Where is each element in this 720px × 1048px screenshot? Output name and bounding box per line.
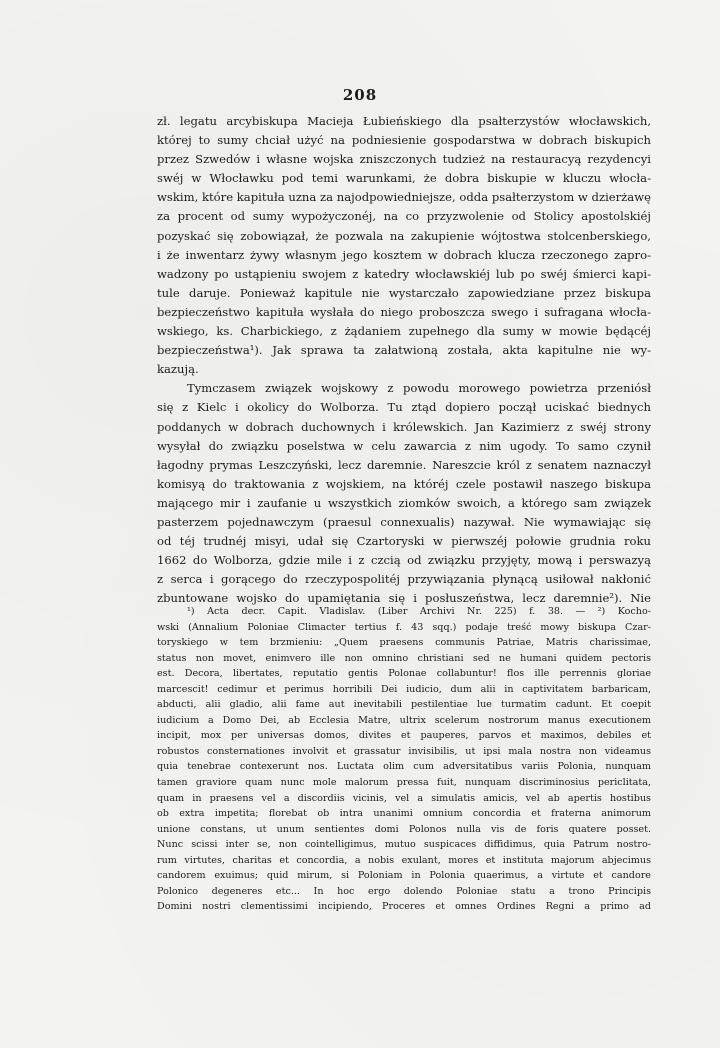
text-line: za procent od sumy wypożyczonéj, na co przyzwolenie od Stolicy apostolskiéj (157, 209, 651, 224)
text-line: wskim, które kapituła uzna za najodpowiedniejsze, odda psałterzystom w dzierżawę (157, 190, 651, 205)
text-line: wadzony po ustąpieniu swojem z katedry włocławskiéj lub po swéj śmierci kapi- (157, 266, 651, 281)
text-line: 1662 do Wolborza, gdzie mile i z czcią od związku przyjęty, mową i perswazyą (157, 553, 651, 568)
text-line: swéj w Włocławku pod temi warunkami, że dobra biskupie w kluczu włocła- (157, 171, 651, 186)
text-line: od téj trudnéj misyi, udał się Czartoryski w pierwszéj połowie grudnia roku (157, 534, 651, 549)
footnote-line: robustos consternationes involvit et grassatur invisibilis, ut ipsi mala nostra non videamus (157, 745, 651, 757)
text-line: poddanych w dobrach duchownych i królewskich. Jan Kazimierz z swéj strony (157, 419, 651, 434)
text-line: pasterzem pojednawczym (praesul connexualis) nazywał. Nie wymawiając się (157, 514, 651, 529)
footnote-line: status non movet, enimvero ille non omnino christiani sed ne humani quidem pectoris (157, 652, 651, 664)
text-line: przez Szwedów i własne wojska zniszczonych tudzież na restauracyą rezydencyi (157, 152, 651, 167)
text-line: zbuntowane wojsko do upamiętania się i posłuszeństwa, lecz daremnie²). Nie (157, 591, 651, 606)
footnote-line: toryskiego w tem brzmieniu: „Quem praesens communis Patriae, Matris charissimae, (157, 637, 651, 649)
footnote-line: ¹) Acta decr. Capit. Vladislav. (Liber Archivi Nr. 225) f. 38. — ²) Kocho- (187, 606, 651, 617)
footnote-line: marcescit! cedimur et perimus horribili Dei iudicio, dum alii in captivitatem barbaricam, (157, 683, 651, 695)
text-line: łagodny prymas Leszczyński, lecz daremnie. Nareszcie król z senatem naznaczył (157, 457, 651, 472)
body-text (157, 112, 651, 608)
text-line: komisyą do traktowania z wojskiem, na któréj czele postawił naszego biskupa (157, 476, 651, 491)
text-line: tule daruje. Ponieważ kapitule nie wystarczało zapowiedziane przez biskupa (157, 285, 651, 300)
footnote-line: incipit, mox per universas domos, divites et pauperes, parvos et maximos, debiles et (157, 730, 651, 742)
footnotes (157, 604, 651, 915)
text-line: wskiego, ks. Charbickiego, z żądaniem zupełnego dla sumy w mowie będącéj (157, 324, 651, 339)
text-line: i że inwentarz żywy własnym jego kosztem w dobrach klucza rzeczonego zapro- (157, 247, 651, 262)
footnote-line: Nunc scissi inter se, non cointelligimus, mutuo suspicaces diffidimus, quia Patrum nostro- (157, 839, 651, 851)
footnote-line: candorem exuimus; quid mirum, si Poloniam in Polonia quaerimus, a virtute et candore (157, 870, 651, 882)
page-number: 208 (342, 86, 378, 104)
footnote-line: ob extra impetita; florebat ob intra unanimi omnium concordia et fraterna animorum (157, 808, 651, 820)
text-line: której to sumy chciał użyć na podniesienie gospodarstwa w dobrach biskupich (157, 133, 651, 148)
footnote-line: tamen graviore quam nunc mole malorum pressa fuit, nunquam discriminosius periclitata, (157, 777, 651, 789)
footnote-line: wski (Annalium Poloniae Climacter tertius f. 43 sqq.) podaje treść mowy biskupa Czar- (157, 621, 651, 633)
footnote-line: Domini nostri clementissimi incipiendo, Proceres et omnes Ordines Regni a primo ad (157, 901, 651, 913)
footnote-line: rum virtutes, charitas et concordia, a nobis exulant, mores et instituta majorum abjecimus (157, 854, 651, 866)
footnote-line: abducti, alii gladio, alii fame aut inevitabili pestilentiae lue turmatim cadunt. Et coepit (157, 699, 651, 711)
text-line: z serca i gorącego do rzeczypospolitéj przywiązania płynącą usiłował nakłonić (157, 572, 651, 587)
text-line: pozyskać się zobowiązał, że pozwala na zakupienie wójtostwa stolcenberskiego, (157, 228, 651, 243)
text-line: mającego mir i zaufanie u wszystkich ziomków swoich, a którego sam związek (157, 495, 651, 510)
text-line: się z Kielc i okolicy do Wolborza. Tu ztąd dopiero począł uciskać biednych (157, 400, 651, 415)
text-line: bezpieczeństwa¹). Jak sprawa ta załatwioną została, akta kapitulne nie wy- (157, 343, 651, 358)
footnote-line: quam in praesens vel a discordiis vicinis, vel a simulatis amicis, vel ab apertis hostibus (157, 792, 651, 804)
footnote-line: quia tenebrae contexerunt nos. Luctata olim cum adversitatibus variis Polonia, nunquam (157, 761, 651, 773)
footnote-line: est. Decora, libertates, reputatio gentis Polonae collabuntur! flos ille perrennis gloriae (157, 668, 651, 680)
text-line: zł. legatu arcybiskupa Macieja Łubieńskiego dla psałterzystów włocławskich, (157, 114, 651, 128)
text-line: wysyłał do związku poselstwa w celu zawarcia z nim ugody. To samo czynił (157, 438, 651, 453)
footnote-line: Polonico degeneres etc... In hoc ergo dolendo Poloniae statu a trono Principis (157, 885, 651, 897)
text-line: kazują. (157, 362, 199, 377)
footnote-line: iudicium a Domo Dei, ab Ecclesia Matre, ultrix scelerum nostrorum manus executionem (157, 714, 651, 726)
footnote-line: unione constans, ut unum sentientes domi Polonos nulla vis de foris quatere posset. (157, 823, 651, 835)
text-line: bezpieczeństwo kapituła wysłała do niego proboszcza swego i sufragana włocła- (157, 304, 651, 319)
paragraph-first-line: Tymczasem związek wojskowy z powodu morowego powietrza przeniósł (187, 381, 651, 396)
